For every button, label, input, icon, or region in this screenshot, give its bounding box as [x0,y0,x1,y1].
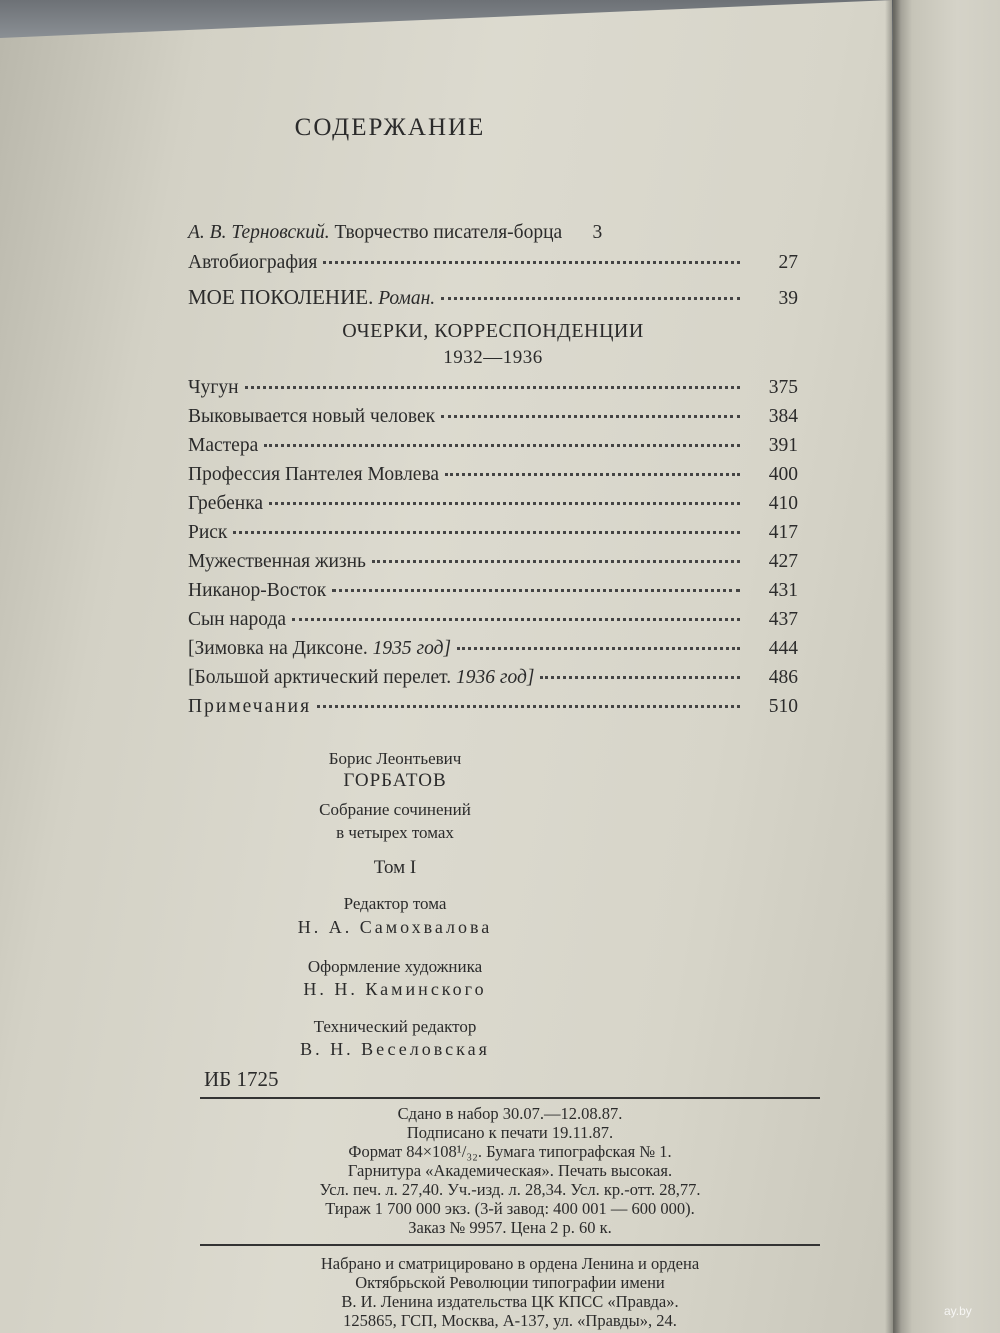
toc-entry-page: 417 [768,522,798,543]
imprint-line: Сдано в набор 30.07.—12.08.87. [397,1104,623,1123]
toc-entry-label: [Большой арктический перелет. [188,667,452,688]
toc-entry-label: Риск [188,522,228,543]
toc-entry [188,250,798,276]
toc-entry [188,665,798,691]
collection-line-2: в четырех томах [336,823,454,842]
printer-line: В. И. Ленина издательства ЦК КПСС «Правда». [341,1292,679,1311]
toc-entry [188,694,798,720]
toc-entry-page: 410 [768,493,798,514]
toc-entry-page: 486 [768,667,798,688]
divider [200,1097,820,1099]
imprint-line: Формат 84×108¹/₃₂. Бумага типографская № 1. [348,1142,672,1161]
toc-entry-page: 375 [768,377,798,398]
toc-entry-label: Примечания [188,696,312,717]
leader-dots [233,531,740,534]
divider [200,1244,820,1246]
imprint-line: Подписано к печати 19.11.87. [406,1123,614,1142]
toc-entry-label: Автобиография [188,252,318,273]
imprint-line: Заказ № 9957. Цена 2 р. 60 к. [408,1218,612,1237]
toc-entry-label: Гребенка [188,493,264,514]
leader-dots [245,386,740,389]
ib-number: ИБ 1725 [204,1067,279,1091]
leader-dots [317,705,740,708]
toc-entry-label: Никанор-Восток [188,580,327,601]
toc-entry-page: 431 [768,580,798,601]
imprint-block [200,1104,820,1237]
leader-dots [441,415,740,418]
design-name: Н. Н. Каминского [303,979,487,999]
leader-dots [269,502,740,505]
tech-editor-name: В. Н. Веселовская [300,1039,490,1059]
toc-entry-page: 384 [768,406,798,427]
leader-dots [332,589,740,592]
book-gutter [885,0,901,1333]
printer-line: Набрано и сматрицировано в ордена Ленина и ордена [320,1254,700,1273]
leader-dots [372,560,740,563]
leader-dots [445,473,740,476]
leader-dots [441,297,740,300]
toc-entry [188,462,798,488]
imprint-line: Гарнитура «Академическая». Печать высокая. [347,1161,673,1180]
toc-entry-page: 510 [768,696,798,717]
imprint-line: Тираж 1 700 000 экз. (3-й завод: 400 001 — 600 000). [325,1199,695,1218]
toc-entry [188,520,798,546]
toc-entry-label: МОЕ ПОКОЛЕНИЕ. [188,285,374,309]
volume-number: Том I [373,857,417,878]
contents-title: СОДЕРЖАНИЕ [294,114,486,141]
toc-entry-page: 437 [768,609,798,630]
author-surname: ГОРБАТОВ [343,770,447,791]
tech-editor-role: Технический редактор [313,1017,477,1036]
toc-entry [188,549,798,575]
leader-dots [264,444,740,447]
toc-entry-page: 391 [768,435,798,456]
printer-block [200,1254,820,1330]
toc-entry [188,220,798,246]
toc-entry [188,404,798,430]
toc-entry [188,636,798,662]
toc-entry-label: Мужественная жизнь [188,551,366,572]
toc-entry [188,375,798,401]
facing-page-edge [893,0,1000,1333]
leader-dots [292,618,740,621]
toc-entry-label: Сын народа [188,609,287,630]
toc-entry-genre: Роман. [373,288,436,309]
toc-entry [188,491,798,517]
toc-entry-label: Мастера [188,435,259,456]
toc-entry-page: 427 [768,551,798,572]
toc-entry-label: Творчество писателя-борца [329,222,563,243]
collection-line-1: Собрание сочинений [319,800,471,819]
editor-name: Н. А. Самохвалова [297,917,493,937]
printer-line: 125865, ГСП, Москва, А-137, ул. «Правды», 24. [343,1311,677,1330]
watermark: ay.by [944,1304,972,1318]
imprint-line: Усл. печ. л. 27,40. Уч.-изд. л. 28,34. Усл. кр.-отт. 28,77. [319,1180,701,1199]
toc-entry-author: А. В. Терновский. [188,222,330,243]
toc-entry-label: [Зимовка на Диксоне. [188,638,368,659]
leader-dots [323,261,740,264]
toc-entry [188,284,798,310]
section-title: ОЧЕРКИ, КОРРЕСПОНДЕНЦИИ [342,320,644,342]
toc-entry-page: 400 [768,464,798,485]
toc-entry [188,607,798,633]
section-years: 1932—1936 [443,347,543,368]
toc-entry-page: 39 [778,288,798,309]
leader-dots [540,676,740,679]
toc-entry-page: 444 [768,638,798,659]
author-first-names: Борис Леонтьевич [328,749,462,768]
toc-entry-page: 27 [778,252,798,273]
design-role: Оформление художника [307,957,483,976]
toc-entry-page: 3 [592,222,603,243]
leader-dots [457,647,740,650]
toc-entry-label: Чугун [188,377,239,398]
toc-entry [188,578,798,604]
toc-entry-year: 1936 год] [451,667,535,688]
toc-entry-label: Выковывается новый человек [188,406,436,427]
editor-role: Редактор тома [343,894,447,913]
toc-entry-label: Профессия Пантелея Мовлева [188,464,440,485]
toc-entry [188,433,798,459]
toc-entry-year: 1935 год] [367,638,452,659]
printer-line: Октябрьской Революции типографии имени [355,1273,665,1292]
